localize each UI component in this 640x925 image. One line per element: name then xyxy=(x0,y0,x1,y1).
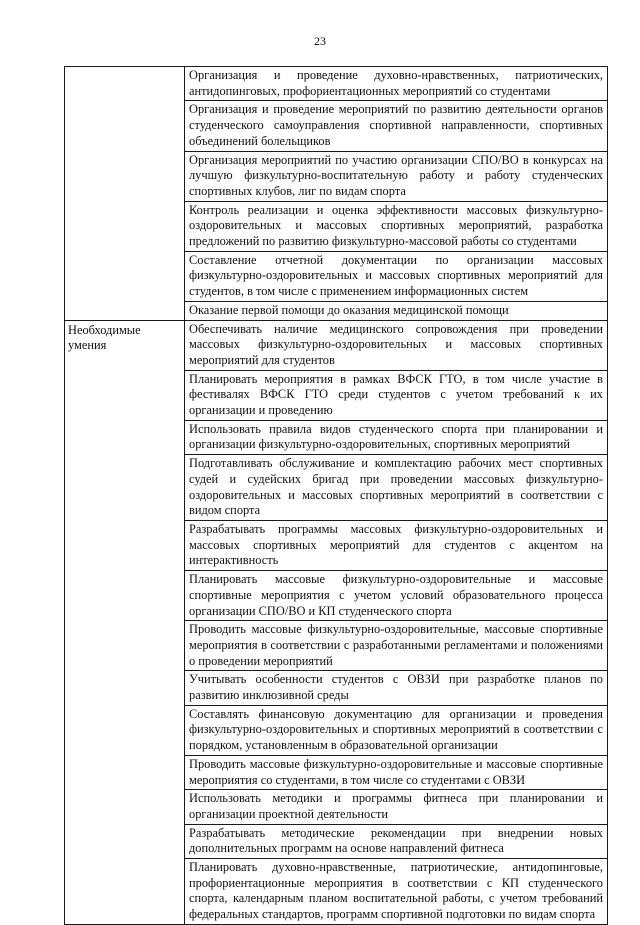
table-cell: Организация и проведение мероприятий по развитию деятельности органов студенческого самоуправления спортивной направленности, спортивных объединений болельщиков xyxy=(185,101,608,151)
table-cell: Использовать правила видов студенческого спорта при планировании и организации физкультурно-оздоровительных, спортивных мероприятий xyxy=(185,420,608,454)
table-cell: Проводить массовые физкультурно-оздоровительные, массовые спортивные мероприятия в соответствии с разработанными регламентами и положениями о проведении мероприятий xyxy=(185,621,608,671)
table-cell: Организация мероприятий по участию организации СПО/ВО в конкурсах на лучшую физкультурно-воспитательную работу и работу студенческих спортивных клубов, лиг по видам спорта xyxy=(185,151,608,201)
table-cell: Планировать духовно-нравственные, патриотические, антидопинговые, профориентационные мероприятия в соответствии с КП студенческого спорта, календарным планом воспитательной работы, с учетом требований федеральных стандартов, программ спортивной подготовки по видам спорта xyxy=(185,859,608,925)
table-cell: Составление отчетной документации по организации массовых физкультурно-оздоровительных и массовых спортивных мероприятий для студентов, в том числе с применением информационных систем xyxy=(185,251,608,301)
table-cell: Разрабатывать методические рекомендации при внедрении новых дополнительных программ на основе направлений фитнеса xyxy=(185,824,608,858)
table-body xyxy=(65,67,608,925)
requirements-table xyxy=(64,66,608,925)
table-cell: Подготавливать обслуживание и комплектацию рабочих мест спортивных судей и судейских бригад при проведении массовых физкультурно-оздоровительных и массовых спортивных мероприятий в соответствии с видом спорта xyxy=(185,455,608,521)
table-cell: Планировать мероприятия в рамках ВФСК ГТО, в том числе участие в фестивалях ВФСК ГТО среди студентов с учетом требований к их организации и проведению xyxy=(185,370,608,420)
labor-actions-label xyxy=(65,67,185,321)
table-cell: Оказание первой помощи до оказания медицинской помощи xyxy=(185,301,608,320)
page-number: 23 xyxy=(314,34,326,48)
table-cell: Планировать массовые физкультурно-оздоровительные и массовые спортивные мероприятия с учетом условий образовательного процесса организации СПО/ВО и КП студенческого спорта xyxy=(185,571,608,621)
table-cell: Разрабатывать программы массовых физкультурно-оздоровительных и массовых спортивных мероприятий для студентов с акцентом на интерактивность xyxy=(185,520,608,570)
table-cell: Составлять финансовую документацию для организации и проведения физкультурно-оздоровительных и спортивных мероприятий в соответствии с порядком, установленным в образовательной организации xyxy=(185,705,608,755)
table-cell: Обеспечивать наличие медицинского сопровождения при проведении массовых физкультурно-оздоровительных и массовых спортивных мероприятий для студентов xyxy=(185,320,608,370)
table-cell: Контроль реализации и оценка эффективности массовых физкультурно-оздоровительных и массовых спортивных мероприятий, разработка предложений по развитию физкультурно-массовой работы со студентами xyxy=(185,201,608,251)
table-cell: Использовать методики и программы фитнеса при планировании и организации проектной деятельности xyxy=(185,790,608,824)
table-cell: Организация и проведение духовно-нравственных, патриотических, антидопинговых, профориентационных мероприятий со студентами xyxy=(185,67,608,101)
required-skills-label: Необходимые умения xyxy=(65,320,185,924)
table-row xyxy=(65,67,608,101)
table-cell: Проводить массовые физкультурно-оздоровительные и массовые спортивные мероприятия со студентами, в том числе со студентами с ОВЗИ xyxy=(185,755,608,789)
table-row xyxy=(65,320,608,370)
table-cell: Учитывать особенности студентов с ОВЗИ при разработке планов по развитию инклюзивной среды xyxy=(185,671,608,705)
